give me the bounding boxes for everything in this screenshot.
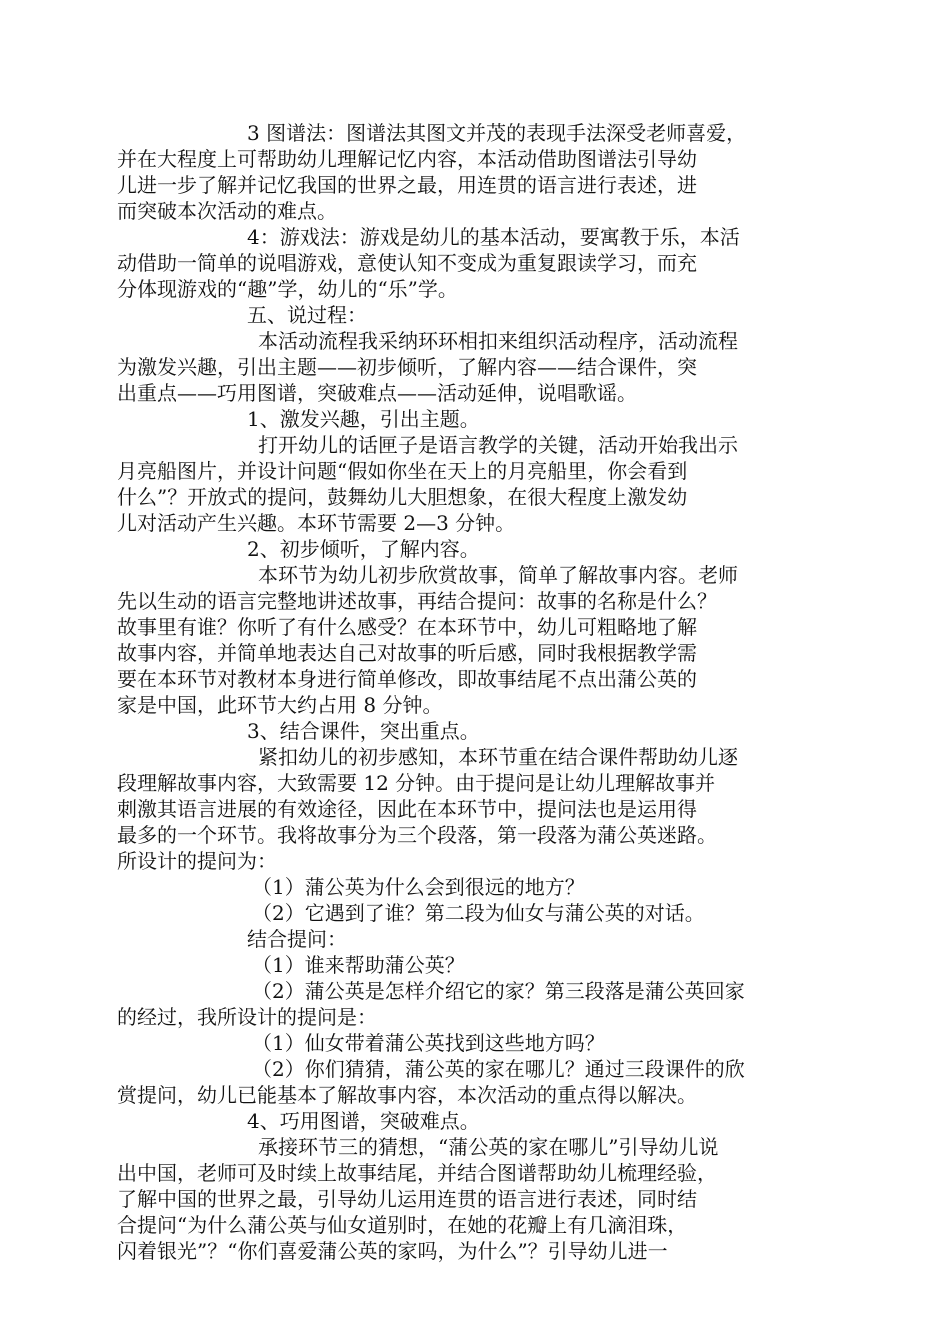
text-line: 儿进一步了解并记忆我国的世界之最，用连贯的语言进行表述，进 (117, 173, 697, 197)
text-line: 故事里有谁？你听了有什么感受？在本环节中，幼儿可粗略地了解 (117, 615, 697, 639)
text-line: 并在大程度上可帮助幼儿理解记忆内容，本活动借助图谱法引导幼 (117, 147, 697, 171)
text-line: 儿对活动产生兴趣。本环节需要 2—3 分钟。 (117, 511, 516, 535)
text-line: 结合提问： (247, 927, 347, 951)
text-line: 段理解故事内容，大致需要 12 分钟。由于提问是让幼儿理解故事并 (117, 771, 716, 795)
question-item: （1）蒲公英为什么会到很远的地方？ (252, 875, 585, 899)
text-line: 分体现游戏的“趣”学，幼儿的“乐”学。 (117, 277, 458, 301)
text-line: 刺激其语言进展的有效途径，因此在本环节中，提问法也是运用得 (117, 797, 697, 821)
question-item: （2）它遇到了谁？第二段为仙女与蒲公英的对话。 (252, 901, 705, 925)
text-line: 家是中国，此环节大约占用 8 分钟。 (117, 693, 443, 717)
question-item: （1）谁来帮助蒲公英？ (252, 953, 465, 977)
subsection-heading: 1、激发兴趣，引出主题。 (247, 407, 480, 431)
text-line: 紧扣幼儿的初步感知，本环节重在结合课件帮助幼儿逐 (258, 745, 738, 769)
subsection-heading: 4、巧用图谱，突破难点。 (247, 1109, 480, 1133)
text-line: 故事内容，并简单地表达自己对故事的听后感，同时我根据教学需 (117, 641, 697, 665)
question-item: （1）仙女带着蒲公英找到这些地方吗？ (252, 1031, 605, 1055)
text-line: 出重点——巧用图谱，突破难点——活动延伸，说唱歌谣。 (117, 381, 637, 405)
text-line: 所设计的提问为： (117, 849, 277, 873)
text-line: 本活动流程我采纳环环相扣来组织活动程序，活动流程 (258, 329, 738, 353)
text-line: 什么”？开放式的提问，鼓舞幼儿大胆想象，在很大程度上激发幼 (117, 485, 688, 509)
text-line: 最多的一个环节。我将故事分为三个段落，第一段落为蒲公英迷路。 (117, 823, 717, 847)
text-line: 打开幼儿的话匣子是语言教学的关键，活动开始我出示 (258, 433, 738, 457)
text-line: 合提问“为什么蒲公英与仙女道别时，在她的花瓣上有几滴泪珠， (117, 1213, 688, 1237)
subsection-heading: 3、结合课件，突出重点。 (247, 719, 480, 743)
section-heading: 五、说过程： (247, 303, 367, 327)
text-line: 要在本环节对教材本身进行简单修改，即故事结尾不点出蒲公英的 (117, 667, 697, 691)
text-line: 的经过，我所设计的提问是： (117, 1005, 377, 1029)
subsection-heading: 2、初步倾听，了解内容。 (247, 537, 480, 561)
text-line: 4：游戏法：游戏是幼儿的基本活动，要寓教于乐，本活 (247, 225, 740, 249)
document-body (0, 120, 950, 1264)
text-line: 本环节为幼儿初步欣赏故事，简单了解故事内容。老师 (258, 563, 738, 587)
text-line: 出中国，老师可及时续上故事结尾，并结合图谱帮助幼儿梳理经验， (117, 1161, 717, 1185)
text-line: 赏提问，幼儿已能基本了解故事内容，本次活动的重点得以解决。 (117, 1083, 697, 1107)
question-item: （2）蒲公英是怎样介绍它的家？第三段落是蒲公英回家 (252, 979, 745, 1003)
text-line: 为激发兴趣，引出主题——初步倾听，了解内容——结合课件，突 (117, 355, 697, 379)
text-line: 而突破本次活动的难点。 (117, 199, 337, 223)
text-line: 了解中国的世界之最，引导幼儿运用连贯的语言进行表述，同时结 (117, 1187, 697, 1211)
text-line: 3 图谱法：图谱法其图文并茂的表现手法深受老师喜爱， (247, 121, 747, 145)
text-line: 动借助一简单的说唱游戏，意使认知不变成为重复跟读学习，而充 (117, 251, 697, 275)
text-line: 先以生动的语言完整地讲述故事，再结合提问：故事的名称是什么？ (117, 589, 717, 613)
text-line: 承接环节三的猜想，“蒲公英的家在哪儿”引导幼儿说 (258, 1135, 719, 1159)
text-line: 闪着银光”？“你们喜爱蒲公英的家吗，为什么”？引导幼儿进一 (117, 1239, 668, 1263)
question-item: （2）你们猜猜，蒲公英的家在哪儿？通过三段课件的欣 (252, 1057, 745, 1081)
text-line: 月亮船图片，并设计问题“假如你坐在天上的月亮船里，你会看到 (117, 459, 688, 483)
